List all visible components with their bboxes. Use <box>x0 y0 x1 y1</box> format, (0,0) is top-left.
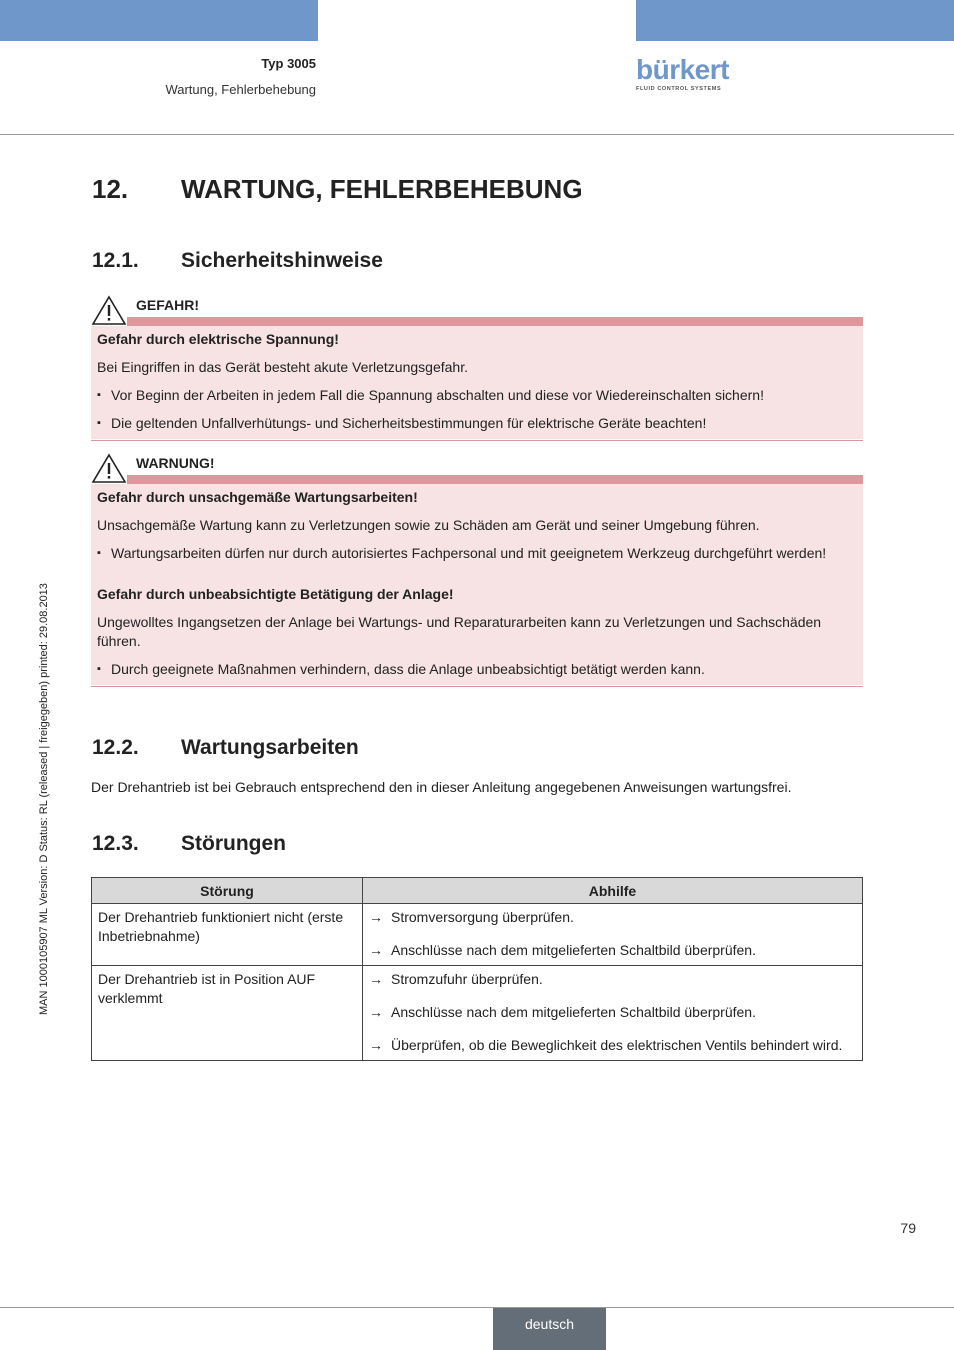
danger-body <box>91 326 863 439</box>
warning-text-1: Unsachgemäße Wartung kann zu Verletzungen sowie zu Schäden am Gerät und seiner Umgebung führen. <box>97 517 760 533</box>
section-title: Störungen <box>181 832 286 855</box>
remedy-text: Anschlüsse nach dem mitgelieferten Schaltbild überprüfen. <box>391 942 756 958</box>
warning-heading-1: Gefahr durch unsachgemäße Wartungsarbeiten! <box>97 489 418 505</box>
remedy-item <box>369 1003 856 1022</box>
arrow-right-icon: → <box>369 1004 383 1020</box>
danger-label: GEFAHR! <box>136 297 199 313</box>
warning-box <box>91 453 863 687</box>
section-title: Wartungsarbeiten <box>181 736 359 759</box>
column-header-remedy: Abhilfe <box>363 878 863 904</box>
warning-triangle-icon <box>91 453 127 484</box>
remedy-item <box>369 941 856 960</box>
table-row <box>92 904 863 966</box>
remedy-text: Anschlüsse nach dem mitgelieferten Schaltbild überprüfen. <box>391 1004 756 1020</box>
warning-bottom-rule <box>91 686 863 687</box>
danger-heading: Gefahr durch elektrische Spannung! <box>97 331 339 347</box>
warning-heading-2: Gefahr durch unbeabsichtigte Betätigung der Anlage! <box>97 586 454 602</box>
arrow-right-icon: → <box>369 909 383 925</box>
arrow-right-icon: → <box>369 971 383 987</box>
table-header-row <box>92 878 863 904</box>
danger-bullet: ▪ Vor Beginn der Arbeiten in jedem Fall die Spannung abschalten und diese vor Wiedereinschalten sichern! <box>97 386 857 405</box>
header-divider <box>0 134 954 135</box>
language-tab: deutsch <box>493 1308 606 1350</box>
danger-bottom-rule <box>91 440 863 441</box>
header-section: Wartung, Fehlerbehebung <box>165 82 316 97</box>
header-bar-left <box>0 0 318 41</box>
fault-cell: Der Drehantrieb funktioniert nicht (erste Inbetriebnahme) <box>92 904 363 966</box>
warning-bullet-2: ▪ Durch geeignete Maßnahmen verhindern, dass die Anlage unbeabsichtigt betätigt werden kann. <box>97 660 857 679</box>
page-number: 79 <box>900 1220 916 1236</box>
remedy-text: Stromzufuhr überprüfen. <box>391 971 543 987</box>
chapter-title-text: WARTUNG, FEHLERBEHEBUNG <box>181 174 583 204</box>
remedy-item <box>369 970 856 989</box>
warning-box-header <box>91 453 863 484</box>
logo-tagline: FLUID CONTROL SYSTEMS <box>636 86 722 92</box>
section-heading-faults <box>92 832 286 856</box>
danger-text: Bei Eingriffen in das Gerät besteht akute Verletzungsgefahr. <box>97 359 468 375</box>
section-heading-maintenance <box>92 736 359 760</box>
warning-triangle-icon <box>91 295 127 326</box>
danger-bullet: ▪ Die geltenden Unfallverhütungs- und Sicherheitsbestimmungen für elektrische Geräte beachten! <box>97 414 857 433</box>
footer-divider <box>0 1307 954 1308</box>
section-heading-safety <box>92 249 383 273</box>
remedy-item <box>369 1036 856 1055</box>
danger-bar <box>127 317 863 326</box>
document-meta-vertical: MAN 1000105907 ML Version: D Status: RL (released | freigegeben) printed: 29.08.2013 <box>38 583 50 1015</box>
product-type: Typ 3005 <box>261 56 316 71</box>
section-number: 12.2. <box>92 736 139 759</box>
maintenance-text: Der Drehantrieb ist bei Gebrauch entsprechend den in dieser Anleitung angegebenen Anweisungen wartungsfrei. <box>91 779 792 795</box>
section-number: 12.1. <box>92 249 139 272</box>
header-bar-right <box>636 0 954 41</box>
arrow-right-icon: → <box>369 1037 383 1053</box>
warning-bullet-1: ▪ Wartungsarbeiten dürfen nur durch autorisiertes Fachpersonal und mit geeignetem Werkzeug durchgeführt werden! <box>97 544 857 563</box>
remedy-cell <box>363 904 863 966</box>
warning-label: WARNUNG! <box>136 455 215 471</box>
table-row <box>92 966 863 1061</box>
chapter-number: 12. <box>92 174 129 204</box>
warning-bar <box>127 475 863 484</box>
fault-cell: Der Drehantrieb ist in Position AUF verklemmt <box>92 966 363 1061</box>
section-title: Sicherheitshinweise <box>181 249 383 272</box>
column-header-fault: Störung <box>92 878 363 904</box>
warning-text-2: Ungewolltes Ingangsetzen der Anlage bei Wartungs- und Reparaturarbeiten kann zu Verletzungen und Sachschäden führen. <box>97 614 822 649</box>
danger-box-header <box>91 295 863 326</box>
fault-table <box>91 877 863 1061</box>
logo-word: bürkert <box>636 54 729 85</box>
arrow-right-icon: → <box>369 942 383 958</box>
remedy-item <box>369 908 856 927</box>
remedy-text: Überprüfen, ob die Beweglichkeit des elektrischen Ventils behindert wird. <box>391 1037 843 1053</box>
chapter-title <box>92 174 583 205</box>
danger-box <box>91 295 863 441</box>
section-number: 12.3. <box>92 832 139 855</box>
remedy-text: Stromversorgung überprüfen. <box>391 909 574 925</box>
remedy-cell <box>363 966 863 1061</box>
burkert-logo <box>636 56 736 96</box>
warning-body <box>91 484 863 685</box>
